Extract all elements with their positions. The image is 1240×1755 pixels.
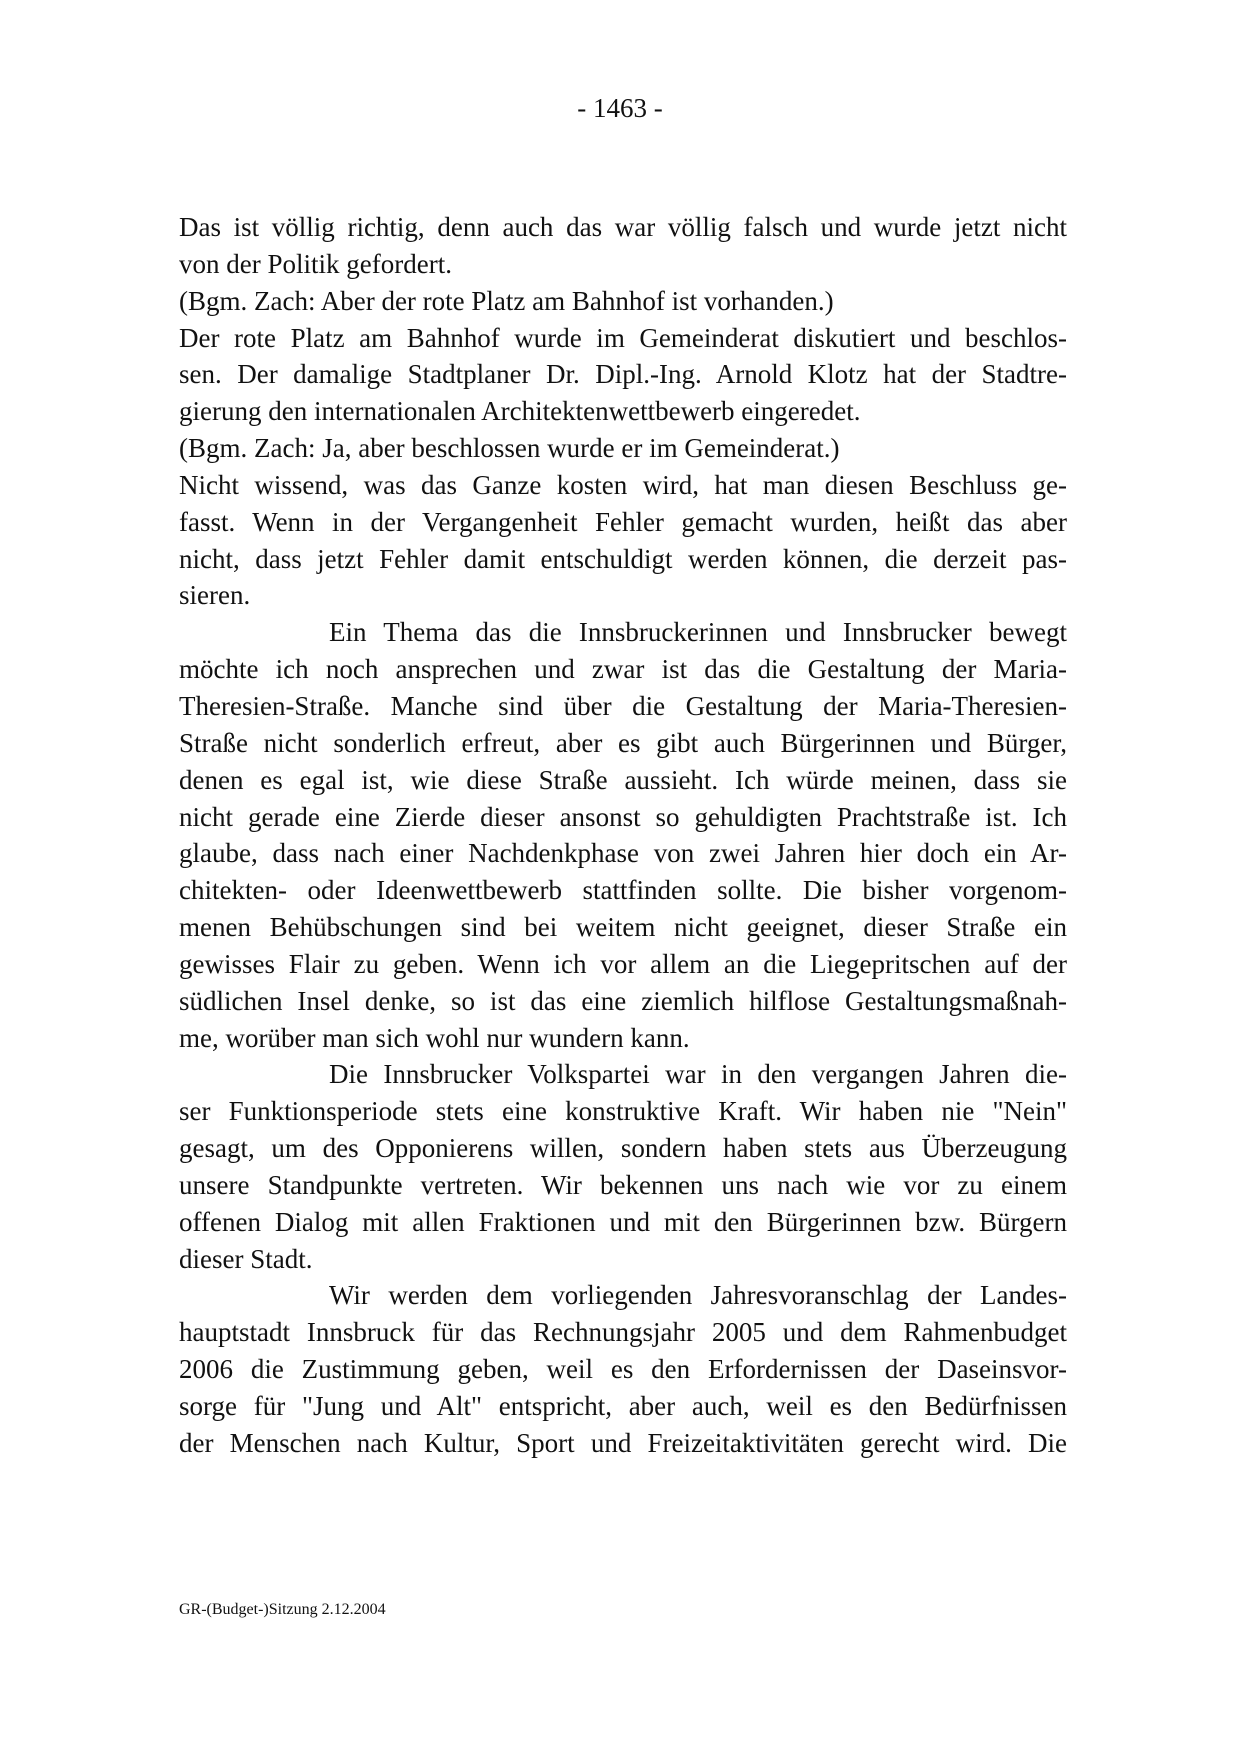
text-line: möchte ich noch ansprechen und zwar ist das die Gestaltung der Maria- (179, 654, 1067, 685)
text-line: Nicht wissend, was das Ganze kosten wird, hat man diesen Beschluss ge- (179, 469, 1067, 500)
text-line: chitekten- oder Ideenwettbewerb stattfinden sollte. Die bisher vorgenom- (179, 875, 1067, 906)
text-line: südlichen Insel denke, so ist das eine ziemlich hilflose Gestaltungsmaßnah- (179, 985, 1067, 1016)
text-line: (Bgm. Zach: Ja, aber beschlossen wurde er im Gemeinderat.) (179, 433, 840, 464)
text-line: sorge für "Jung und Alt" entspricht, aber auch, weil es den Bedürfnissen (179, 1391, 1067, 1421)
text-line: gierung den internationalen Architektenwettbewerb eingeredet. (179, 396, 861, 427)
text-line: me, worüber man sich wohl nur wundern kann. (179, 1022, 690, 1053)
text-line: menen Behübschungen sind bei weitem nicht geeignet, dieser Straße ein (179, 912, 1067, 943)
text-line: Straße nicht sonderlich erfreut, aber es gibt auch Bürgerinnen und Bürger, (179, 727, 1067, 758)
text-line: Der rote Platz am Bahnhof wurde im Gemeinderat diskutiert und beschlos- (179, 322, 1067, 353)
text-line: unsere Standpunkte vertreten. Wir bekennen uns nach wie vor zu einem (179, 1169, 1067, 1200)
text-line: denen es egal ist, wie diese Straße aussieht. Ich würde meinen, dass sie (179, 764, 1067, 795)
text-line: Ein Thema das die Innsbruckerinnen und Innsbrucker bewegt (329, 617, 1067, 648)
text-line: Die Innsbrucker Volkspartei war in den vergangen Jahren die- (329, 1059, 1067, 1090)
page-number: - 1463 - (577, 93, 663, 123)
text-line: gewisses Flair zu geben. Wenn ich vor allem an die Liegepritschen auf der (179, 948, 1067, 979)
text-line: von der Politik gefordert. (179, 248, 452, 279)
footer-session-label: GR-(Budget-)Sitzung 2.12.2004 (179, 1601, 386, 1618)
text-line: hauptstadt Innsbruck für das Rechnungsjahr 2005 und dem Rahmenbudget (179, 1317, 1067, 1348)
document-body (179, 209, 1067, 1462)
text-line: glaube, dass nach einer Nachdenkphase von zwei Jahren hier doch ein Ar- (179, 838, 1067, 869)
text-line: ser Funktionsperiode stets eine konstruktive Kraft. Wir haben nie "Nein" (179, 1096, 1067, 1127)
text-line: fasst. Wenn in der Vergangenheit Fehler gemacht wurden, heißt das aber (179, 506, 1067, 537)
text-line: 2006 die Zustimmung geben, weil es den Erfordernissen der Daseinsvor- (179, 1354, 1067, 1385)
text-line: Das ist völlig richtig, denn auch das war völlig falsch und wurde jetzt nicht (179, 212, 1067, 242)
text-line: sieren. (179, 580, 251, 611)
text-line: Theresien-Straße. Manche sind über die Gestaltung der Maria-Theresien- (179, 690, 1067, 721)
text-line: nicht gerade eine Zierde dieser ansonst so gehuldigten Prachtstraße ist. Ich (179, 801, 1067, 832)
text-line: gesagt, um des Opponierens willen, sondern haben stets aus Überzeugung (179, 1133, 1067, 1164)
text-line: sen. Der damalige Stadtplaner Dr. Dipl.-Ing. Arnold Klotz hat der Stadtre- (179, 359, 1067, 390)
text-line: der Menschen nach Kultur, Sport und Freizeitaktivitäten gerecht wird. Die (179, 1427, 1067, 1458)
text-line: (Bgm. Zach: Aber der rote Platz am Bahnhof ist vorhanden.) (179, 285, 834, 316)
text-line: dieser Stadt. (179, 1243, 313, 1274)
text-line: nicht, dass jetzt Fehler damit entschuldigt werden können, die derzeit pas- (179, 543, 1067, 574)
text-line: Wir werden dem vorliegenden Jahresvoranschlag der Landes- (329, 1280, 1067, 1311)
text-line: offenen Dialog mit allen Fraktionen und mit den Bürgerinnen bzw. Bürgern (179, 1206, 1067, 1237)
